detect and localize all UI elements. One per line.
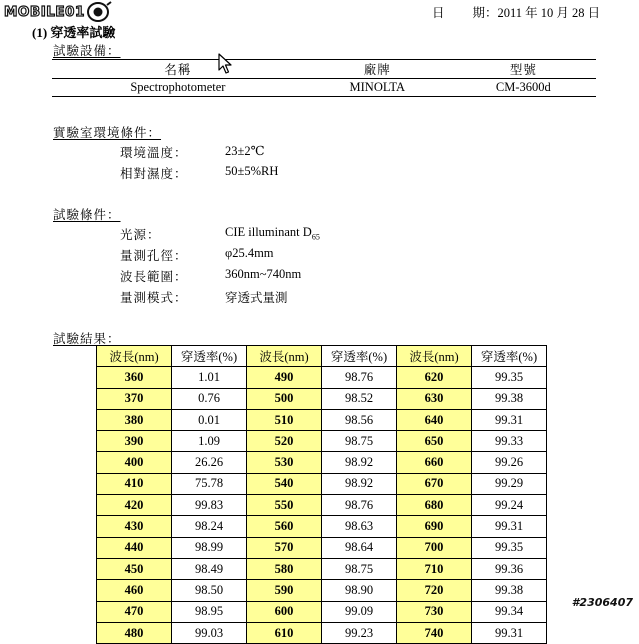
transmittance-cell: 99.31 [472,516,547,537]
condition-aperture-row [120,246,274,264]
wavelength-cell: 480 [97,622,172,643]
results-header-wavelength: 波長(nm) [247,346,322,367]
logo-text: MOBILE01 [4,4,85,20]
transmittance-cell: 1.09 [172,431,247,452]
lab-env-heading: 實驗室環境條件： [53,126,162,140]
equipment-model: CM-3600d [451,79,596,97]
results-table [96,345,547,644]
transmittance-cell: 99.26 [472,452,547,473]
condition-light-label: 光源： [120,228,161,242]
equipment-table [52,59,596,97]
transmittance-cell: 98.90 [322,580,397,601]
equipment-header-brand: 廠牌 [304,60,451,79]
wavelength-cell: 490 [247,367,322,388]
results-header-transmittance: 穿透率(%) [172,346,247,367]
lab-env-temp-value: 23±2℃ [225,144,265,158]
wavelength-cell: 710 [397,558,472,579]
wavelength-cell: 560 [247,516,322,537]
wavelength-cell: 410 [97,473,172,494]
wavelength-cell: 430 [97,516,172,537]
wavelength-cell: 470 [97,601,172,622]
transmittance-cell: 99.33 [472,431,547,452]
wavelength-cell: 590 [247,580,322,601]
transmittance-cell: 99.31 [472,409,547,430]
equipment-name: Spectrophotometer [52,79,304,97]
lab-env-humidity-row [120,164,278,182]
transmittance-cell: 99.34 [472,601,547,622]
transmittance-cell: 98.63 [322,516,397,537]
transmittance-cell: 98.64 [322,537,397,558]
equipment-header-name: 名稱 [52,60,304,79]
table-row [97,452,547,473]
condition-range-label: 波長範圍： [120,270,188,284]
transmittance-cell: 99.09 [322,601,397,622]
equipment-heading: 試驗設備： [53,44,121,58]
wavelength-cell: 400 [97,452,172,473]
lab-env-temp-row [120,143,265,161]
condition-aperture-value: φ25.4mm [225,246,274,260]
table-row [97,537,547,558]
transmittance-cell: 99.23 [322,622,397,643]
transmittance-cell: 0.76 [172,388,247,409]
report-date [432,3,600,21]
table-row [97,622,547,643]
table-row [97,409,547,430]
wavelength-cell: 680 [397,495,472,516]
wavelength-cell: 510 [247,409,322,430]
results-header-wavelength: 波長(nm) [397,346,472,367]
table-row [97,367,547,388]
wavelength-cell: 420 [97,495,172,516]
transmittance-cell: 99.38 [472,580,547,601]
wavelength-cell: 690 [397,516,472,537]
wavelength-cell: 650 [397,431,472,452]
date-label-1: 日 [432,6,445,20]
wavelength-cell: 580 [247,558,322,579]
transmittance-cell: 99.35 [472,537,547,558]
wavelength-cell: 500 [247,388,322,409]
wavelength-cell: 370 [97,388,172,409]
wavelength-cell: 360 [97,367,172,388]
transmittance-cell: 99.83 [172,495,247,516]
wavelength-cell: 520 [247,431,322,452]
results-header-wavelength: 波長(nm) [97,346,172,367]
wavelength-cell: 610 [247,622,322,643]
wavelength-cell: 700 [397,537,472,558]
table-row [97,473,547,494]
wavelength-cell: 570 [247,537,322,558]
transmittance-cell: 98.52 [322,388,397,409]
wavelength-cell: 450 [97,558,172,579]
transmittance-cell: 98.24 [172,516,247,537]
results-header-transmittance: 穿透率(%) [322,346,397,367]
wavelength-cell: 460 [97,580,172,601]
transmittance-cell: 98.76 [322,367,397,388]
condition-aperture-label: 量測孔徑： [120,249,188,263]
wavelength-cell: 440 [97,537,172,558]
table-row [97,431,547,452]
transmittance-cell: 99.29 [472,473,547,494]
wavelength-cell: 550 [247,495,322,516]
results-heading: 試驗結果： [53,332,121,346]
wavelength-cell: 630 [397,388,472,409]
mobile01-logo [4,2,112,22]
wavelength-cell: 620 [397,367,472,388]
wavelength-cell: 600 [247,601,322,622]
mouse-cursor-icon [218,53,234,75]
transmittance-cell: 98.92 [322,473,397,494]
transmittance-cell: 98.95 [172,601,247,622]
transmittance-cell: 98.50 [172,580,247,601]
lab-env-humidity-label: 相對濕度： [120,167,188,181]
results-header-transmittance: 穿透率(%) [472,346,547,367]
date-value: 期：2011 年 10 月 28 日 [472,6,601,20]
equipment-header-model: 型號 [451,60,596,79]
transmittance-cell: 98.76 [322,495,397,516]
transmittance-cell: 99.36 [472,558,547,579]
test-conditions-heading: 試驗條件： [53,208,121,222]
condition-mode-label: 量測模式： [120,291,188,305]
transmittance-cell: 98.75 [322,558,397,579]
logo-eye-icon [86,1,112,23]
table-row [97,601,547,622]
wavelength-cell: 640 [397,409,472,430]
condition-range-value: 360nm~740nm [225,267,302,281]
transmittance-cell: 0.01 [172,409,247,430]
table-row [97,558,547,579]
wavelength-cell: 380 [97,409,172,430]
table-row [97,516,547,537]
transmittance-cell: 98.92 [322,452,397,473]
wavelength-cell: 530 [247,452,322,473]
transmittance-cell: 99.24 [472,495,547,516]
image-id-watermark: #2306407 [571,596,633,609]
transmittance-cell: 99.03 [172,622,247,643]
transmittance-cell: 26.26 [172,452,247,473]
lab-env-humidity-value: 50±5%RH [225,164,279,178]
condition-light-row [120,225,320,243]
wavelength-cell: 740 [397,622,472,643]
equipment-brand: MINOLTA [304,79,451,97]
transmittance-cell: 98.99 [172,537,247,558]
wavelength-cell: 660 [397,452,472,473]
condition-mode-row [120,288,288,306]
wavelength-cell: 540 [247,473,322,494]
transmittance-cell: 98.75 [322,431,397,452]
table-row [97,495,547,516]
transmittance-cell: 99.35 [472,367,547,388]
wavelength-cell: 720 [397,580,472,601]
lab-env-temp-label: 環境溫度： [120,146,188,160]
transmittance-cell: 1.01 [172,367,247,388]
wavelength-cell: 390 [97,431,172,452]
transmittance-cell: 99.38 [472,388,547,409]
table-row [97,388,547,409]
transmittance-cell: 75.78 [172,473,247,494]
wavelength-cell: 730 [397,601,472,622]
table-row [97,580,547,601]
section-title: (1) 穿透率試驗 [32,25,116,40]
wavelength-cell: 670 [397,473,472,494]
condition-range-row [120,267,301,285]
transmittance-cell: 99.31 [472,622,547,643]
condition-light-value: CIE illuminant $D_{65}$ [225,225,320,242]
transmittance-cell: 98.56 [322,409,397,430]
transmittance-cell: 98.49 [172,558,247,579]
condition-mode-value: 穿透式量測 [225,291,288,305]
